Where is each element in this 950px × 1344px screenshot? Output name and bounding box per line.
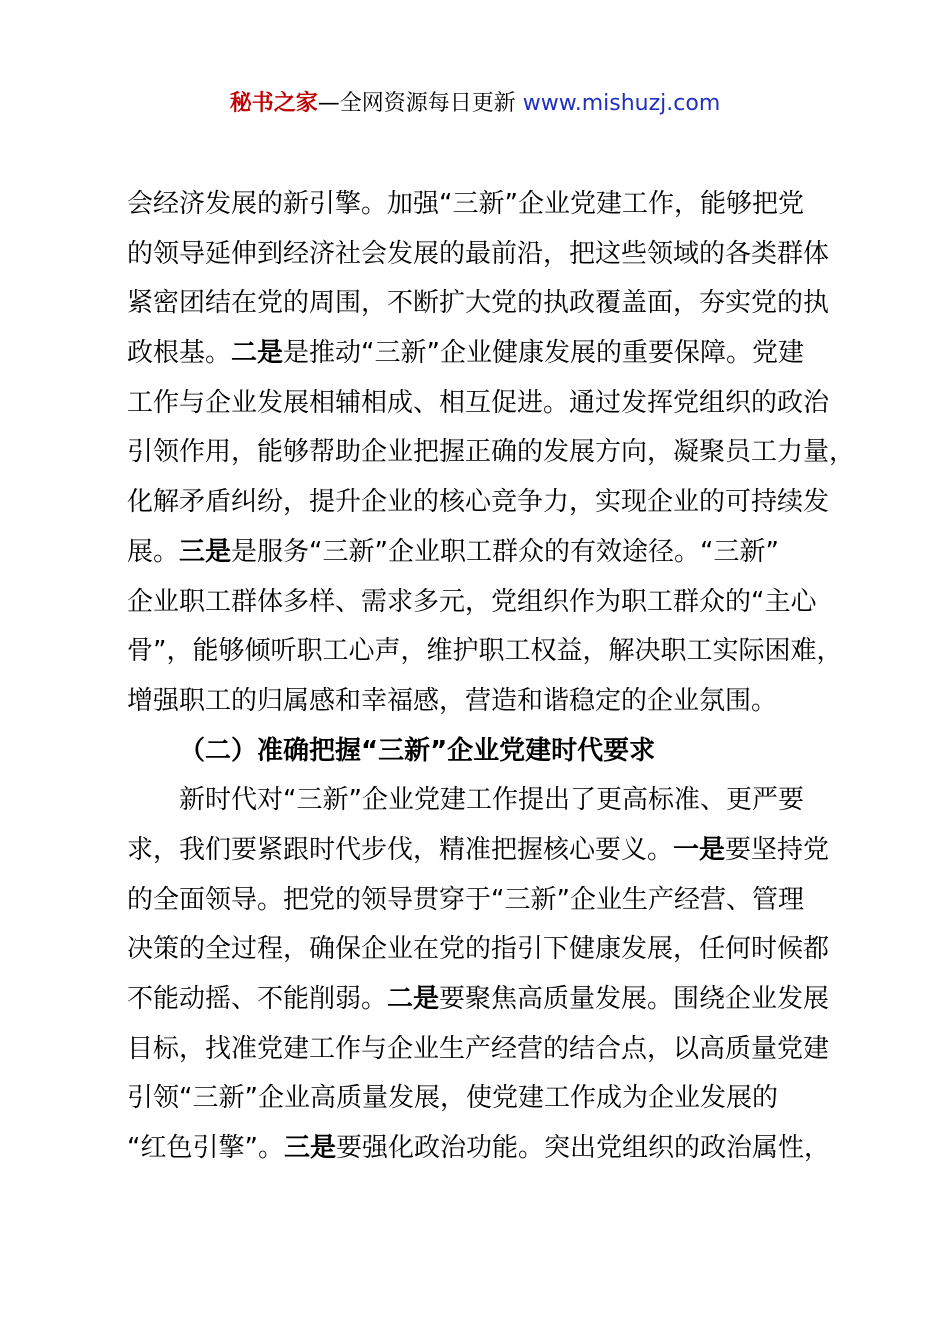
text-run: 目标，找准党建工作与企业生产经营的结合点，以高质量党建 (127, 1033, 830, 1064)
text-line (127, 180, 857, 230)
text-run: 要聚焦高质量发展。围绕企业发展 (439, 984, 830, 1014)
text-line (127, 627, 857, 677)
text-run: 引领作用，能够帮助企业把握正确的发展方向，凝聚员工力量， (127, 437, 856, 468)
text-run: 工作与企业发展相辅相成、相互促进。通过发挥党组织的政治 (127, 387, 830, 418)
text-run: 是推动“三新”企业健康发展的重要保障。党建 (283, 338, 804, 369)
text-line (127, 776, 857, 826)
text-run: 企业职工群体多样、需求多元，党组织作为职工群众的“主心 (127, 586, 817, 617)
text-line (127, 1124, 857, 1174)
text-line (127, 1074, 857, 1124)
site-brand: 秘书之家 (229, 91, 318, 116)
text-line (127, 876, 857, 926)
bold-text: 一是 (673, 834, 726, 865)
text-line (127, 379, 857, 429)
text-run: 新时代对“三新”企业党建工作提出了更高标准、更严要 (179, 785, 804, 816)
text-run: 增强职工的归属感和幸福感，营造和谐稳定的企业氛围。 (127, 685, 778, 716)
text-run: 要坚持党 (725, 834, 830, 865)
section-heading (127, 727, 857, 777)
text-line (127, 826, 857, 876)
text-line (127, 677, 857, 727)
text-run: 骨”，能够倾听职工心声，维护职工权益，解决职工实际困难， (127, 636, 843, 667)
text-run: 不能动摇、不能削弱。 (127, 984, 388, 1014)
text-line (127, 925, 857, 975)
bold-text: 二是 (387, 984, 440, 1014)
text-line (127, 578, 857, 628)
text-run: 求，我们要紧跟时代步伐，精准把握核心要义。 (127, 834, 674, 865)
text-run: 紧密团结在党的周围，不断扩大党的执政覆盖面，夯实党的执 (127, 288, 830, 319)
text-line (127, 1025, 857, 1075)
text-run: “红色引擎”。 (127, 1133, 284, 1164)
text-line (127, 428, 857, 478)
text-run: 展。 (127, 536, 180, 567)
bold-text: 三是 (283, 1133, 336, 1164)
text-run: 决策的全过程，确保企业在党的指引下健康发展，任何时候都 (127, 934, 830, 965)
text-run: 政根基。 (127, 338, 232, 369)
site-url[interactable]: www.mishuzj.com (522, 91, 721, 116)
text-line (127, 279, 857, 329)
text-line (127, 528, 857, 578)
text-run: 的领导延伸到经济社会发展的最前沿，把这些领域的各类群体 (127, 238, 830, 269)
bold-text: 三是 (179, 536, 232, 567)
text-line (127, 329, 857, 379)
text-line (127, 230, 857, 280)
text-run: 的全面领导。把党的领导贯穿于“三新”企业生产经营、管理 (127, 884, 804, 915)
text-run: 是服务“三新”企业职工群众的有效途径。“三新” (231, 536, 779, 567)
text-run: 化解矛盾纠纷，提升企业的核心竞争力，实现企业的可持续发 (127, 487, 830, 518)
text-run: 会经济发展的新引擎。加强“三新”企业党建工作，能够把党 (127, 189, 804, 219)
text-run: 引领“三新”企业高质量发展，使党建工作成为企业发展的 (127, 1083, 778, 1114)
text-line (127, 975, 857, 1025)
bold-text: 二是 (231, 338, 284, 369)
page-header (0, 88, 950, 120)
text-line (127, 478, 857, 528)
text-run: 要强化政治功能。突出党组织的政治属性， (335, 1133, 830, 1164)
site-tagline: —全网资源每日更新 (317, 91, 523, 116)
bold-text: （二）准确把握“三新”企业党建时代要求 (179, 735, 656, 766)
document-body (127, 180, 857, 1174)
